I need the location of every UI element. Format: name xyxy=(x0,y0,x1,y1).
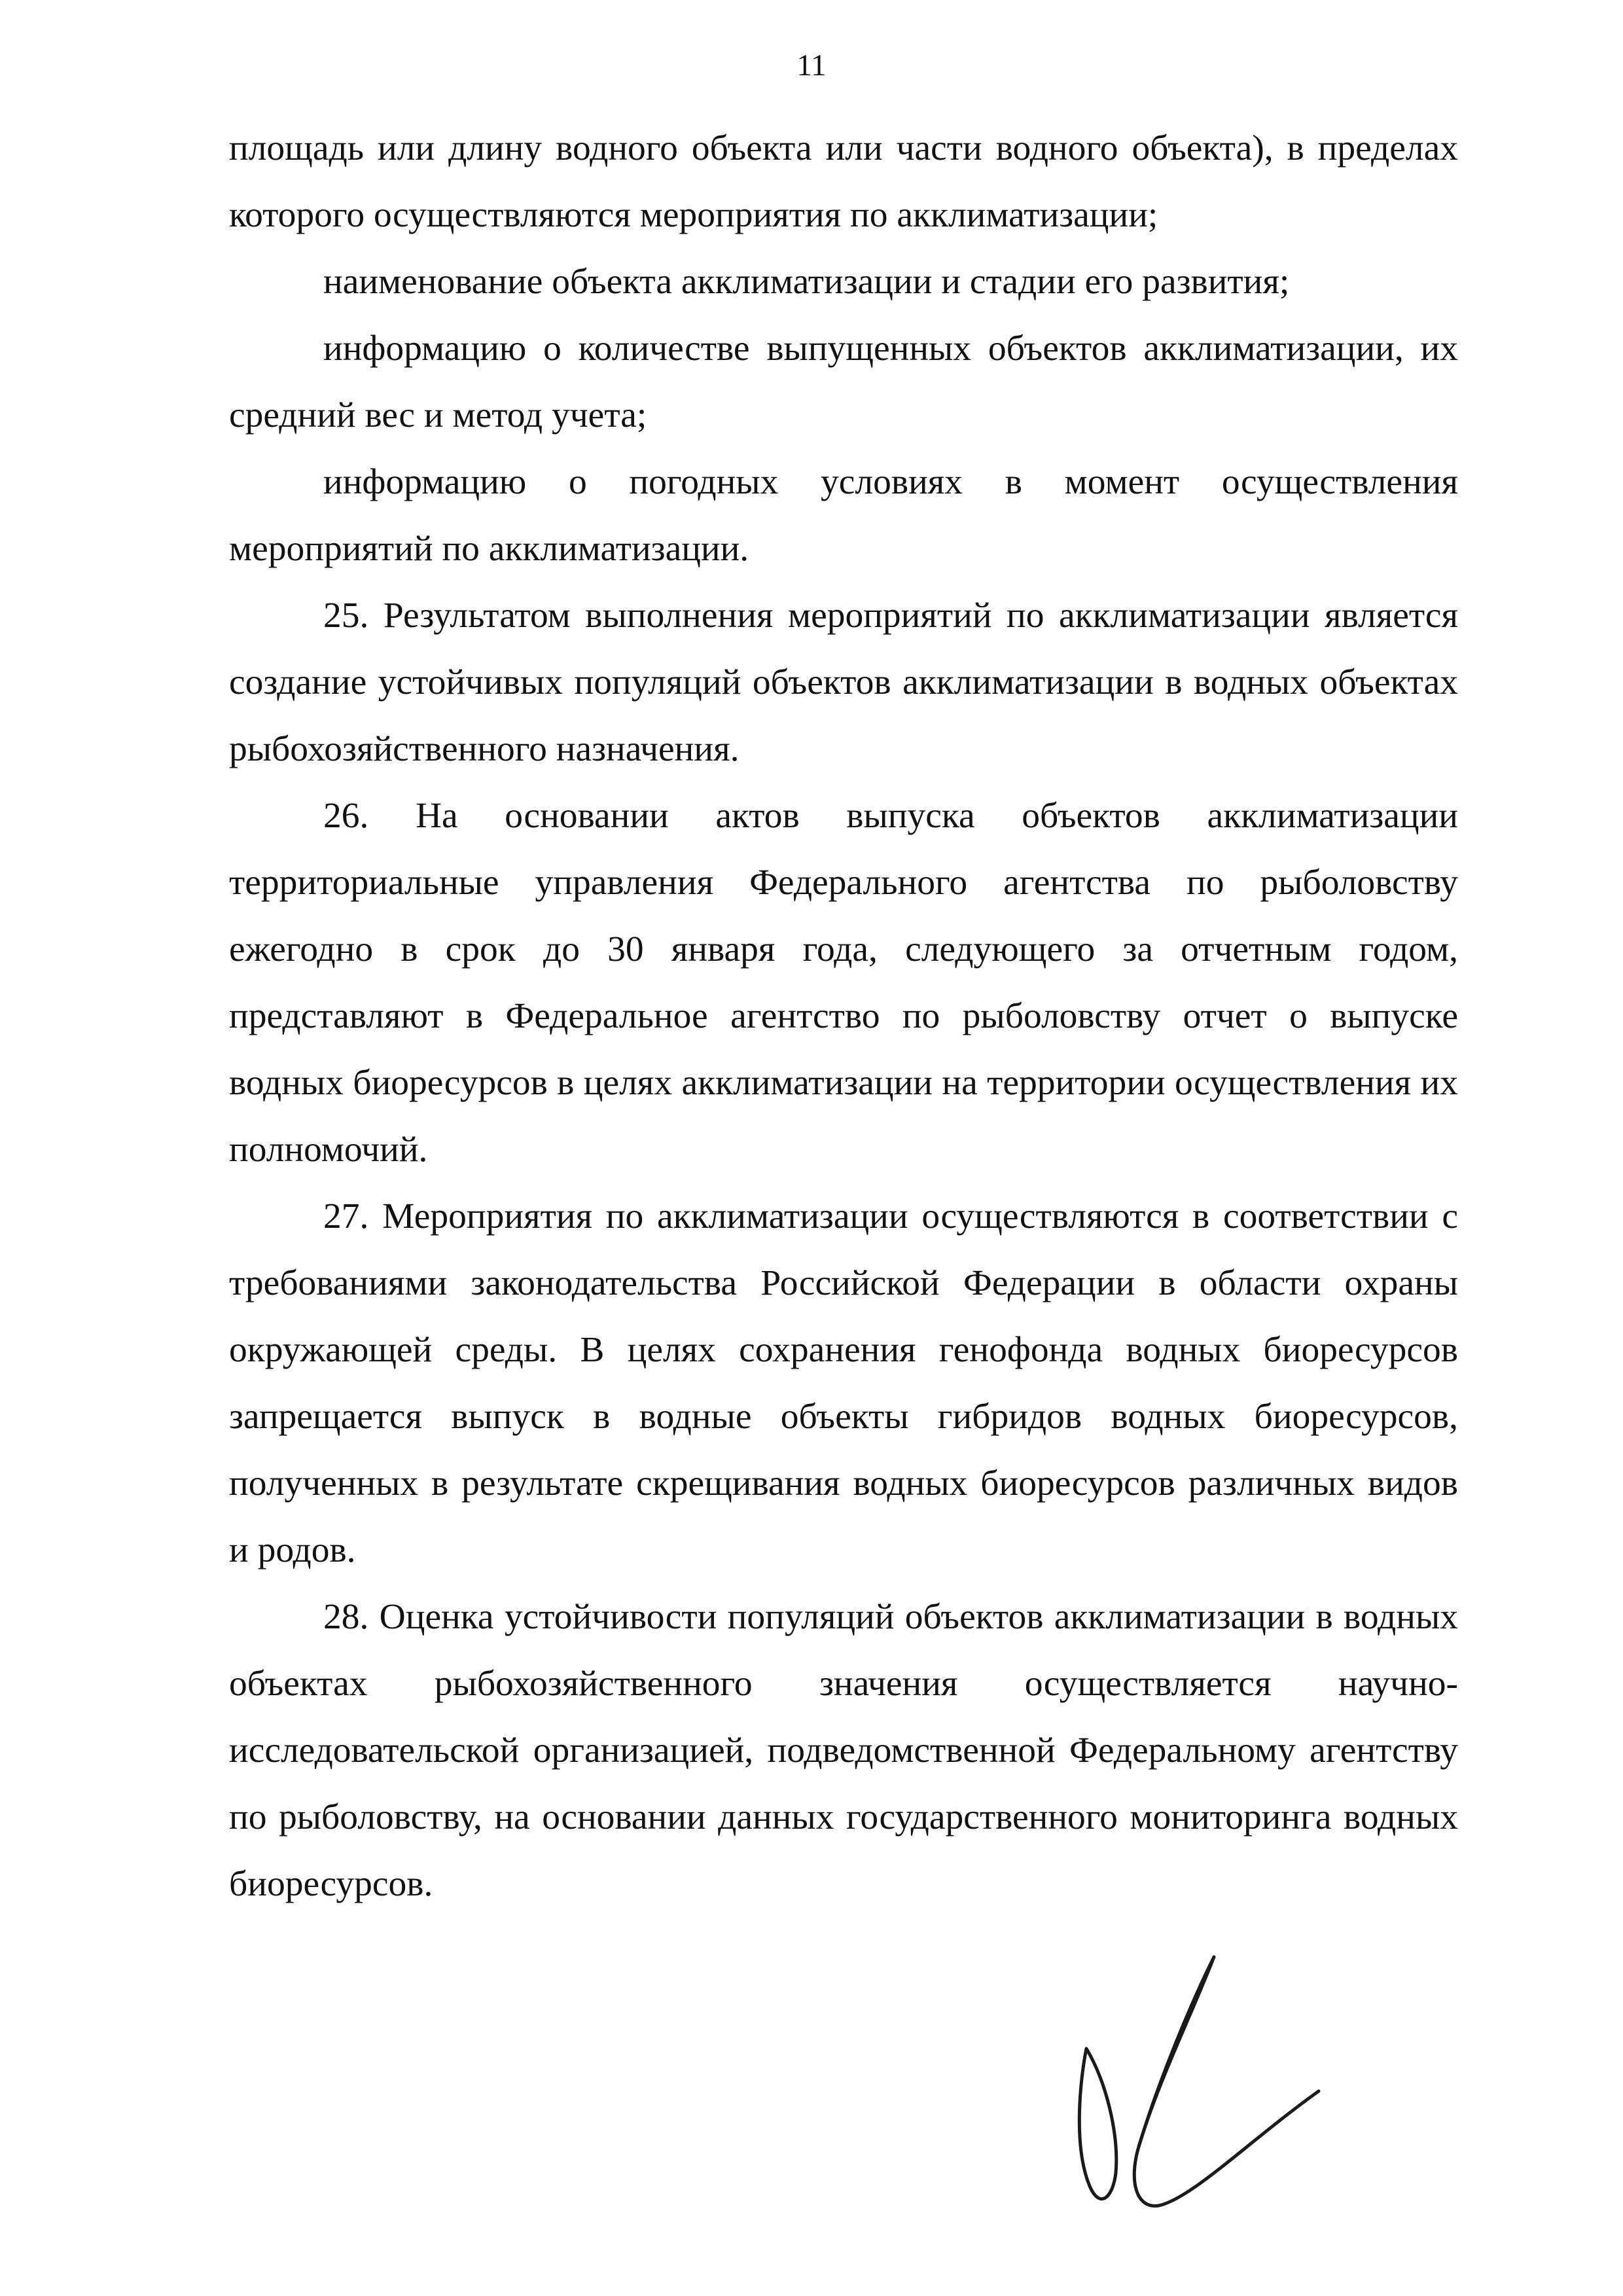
paragraph-continuation: площадь или длину водного объекта или части водного объекта), в пределах которого осуществляются мероприятия по акклиматизации; xyxy=(229,128,1458,235)
paragraph-27: 27. Мероприятия по акклиматизации осуществляются в соответствии с требованиями законодательства Российской Федерации в области охраны окружающей среды. В целях сохранения генофонда водных биоресурсов запрещается выпуск в водные объекты гибридов водных биоресурсов, полученных в результате скрещивания водных биоресурсов различных видов и родов. xyxy=(229,1196,1458,1570)
paragraph-25: 25. Результатом выполнения мероприятий по акклиматизации является создание устойчивых популяций объектов акклиматизации в водных объектах рыбохозяйственного назначения. xyxy=(229,596,1458,769)
paragraph-28: 28. Оценка устойчивости популяций объектов акклиматизации в водных объектах рыбохозяйственного значения осуществляется научно-исследовательской организацией, подведомственной Федеральному агентству по рыболовству, на основании данных государственного мониторинга водных биоресурсов. xyxy=(229,1597,1458,1904)
paragraph-weather-info: информацию о погодных условиях в момент осуществления мероприятий по акклиматизации. xyxy=(229,462,1458,569)
signature-icon xyxy=(1060,1950,1335,2225)
page-number: 11 xyxy=(796,48,827,82)
document-body xyxy=(229,115,1458,1918)
paragraph-quantity-info: информацию о количестве выпущенных объектов акклиматизации, их средний вес и метод учета; xyxy=(229,329,1458,435)
signature-stroke-loop xyxy=(1139,1957,1214,2147)
paragraph-object-name: наименование объекта акклиматизации и стадии его развития; xyxy=(323,262,1290,302)
paragraph-26: 26. На основании актов выпуска объектов акклиматизации территориальные управления Федерального агентства по рыболовству ежегодно в срок до 30 января года, следующего за отчетным годом, представляют в Федеральное агентство по рыболовству отчет о выпуске водных биоресурсов в целях акклиматизации на территории осуществления их полномочий. xyxy=(229,796,1458,1170)
signature-stroke-left xyxy=(1079,2049,1116,2199)
